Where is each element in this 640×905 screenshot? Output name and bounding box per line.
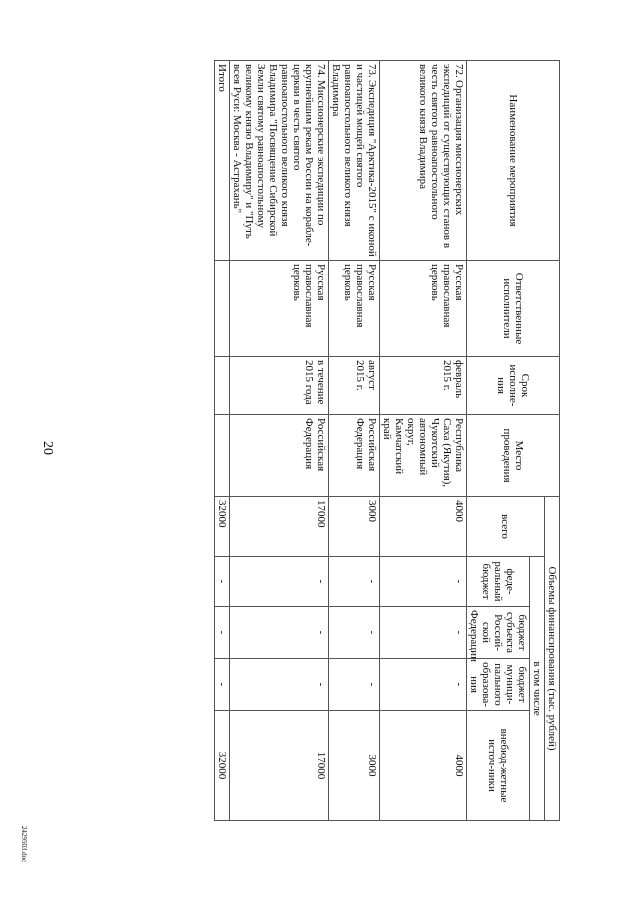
- total-sum: 32000: [215, 497, 230, 557]
- row-term: февраль 2015 г.: [380, 357, 467, 415]
- header-responsible: Ответственные исполнители: [467, 261, 560, 357]
- total-label: Итого: [215, 61, 230, 261]
- table-row: [380, 61, 467, 821]
- events-table: [214, 60, 560, 821]
- table-row: [230, 61, 329, 821]
- header-including: в том числе: [530, 557, 545, 821]
- row-responsible: Русская православная церковь: [329, 261, 380, 357]
- header-place: Место проведения: [467, 415, 560, 497]
- row-federal: -: [380, 557, 467, 607]
- row-name-cell: [380, 61, 467, 261]
- row-municipal: -: [230, 659, 329, 711]
- total-municipal: -: [215, 659, 230, 711]
- row-municipal: -: [329, 659, 380, 711]
- header-extra: внебюд-жетные источ-ники: [467, 711, 530, 821]
- total-empty: [215, 357, 230, 415]
- row-extra: 3000: [329, 711, 380, 821]
- row-place: Республика Саха (Якутия), Чукотский автономный округ, Камчатский край: [380, 415, 467, 497]
- header-total: всего: [467, 497, 545, 557]
- header-federal: феде-ральный бюджет: [467, 557, 530, 607]
- header-municipal: бюджет муници-пального образова-ния: [467, 659, 530, 711]
- total-row: [215, 61, 230, 821]
- row-responsible: Русская православная церковь: [230, 261, 329, 357]
- row-term: август 2015 г.: [329, 357, 380, 415]
- row-number: 73.: [366, 64, 378, 78]
- row-name: Миссионерские экспедиции по крупнейшим рекам России на корабле-церкви в честь святого равноапостольного великого князя Владимира "Посвящение Сибирской Земли святому равноапостольному великому князю Владимиру" и "Путь всея Руси: Москва - Астрахань": [231, 64, 327, 247]
- row-subject: -: [380, 607, 467, 659]
- page-number: 20: [40, 441, 55, 455]
- row-total: 17000: [230, 497, 329, 557]
- header-name: Наименование мероприятия: [467, 61, 560, 261]
- header-subject: бюджет субъекта Россий-ской Федерации: [467, 607, 530, 659]
- row-total: 3000: [329, 497, 380, 557]
- row-place: Российская Федерация: [329, 415, 380, 497]
- row-federal: -: [230, 557, 329, 607]
- row-total: 4000: [380, 497, 467, 557]
- row-name: Экспедиция "Арктика-2015" с иконой и частицей мощей святого равноапостольного великого князя Владимира: [330, 64, 378, 257]
- total-subject: -: [215, 607, 230, 659]
- footer-doc-name: 2429503.doc: [20, 825, 29, 863]
- row-responsible: Русская православная церковь: [380, 261, 467, 357]
- row-federal: -: [329, 557, 380, 607]
- row-extra: 4000: [380, 711, 467, 821]
- row-name: Организация миссионерских экспедиций от существующих станов в честь святого равноапостольного великого князя Владимира: [417, 64, 465, 249]
- row-term: в течение 2015 года: [230, 357, 329, 415]
- row-number: 74.: [315, 64, 327, 78]
- row-name-cell: [230, 61, 329, 261]
- row-extra: 17000: [230, 711, 329, 821]
- row-place: Российская Федерация: [230, 415, 329, 497]
- header-term: Срок исполне-ния: [467, 357, 560, 415]
- table-row: [329, 61, 380, 821]
- row-number: 72.: [453, 64, 465, 78]
- row-name-cell: [329, 61, 380, 261]
- row-municipal: -: [380, 659, 467, 711]
- total-extra: 32000: [215, 711, 230, 821]
- header-funding: Объемы финансирования (тыс. рублей): [545, 497, 560, 821]
- total-empty: [215, 415, 230, 497]
- total-empty: [215, 261, 230, 357]
- row-subject: -: [329, 607, 380, 659]
- row-subject: -: [230, 607, 329, 659]
- total-federal: -: [215, 557, 230, 607]
- rotated-table-area: [60, 60, 560, 820]
